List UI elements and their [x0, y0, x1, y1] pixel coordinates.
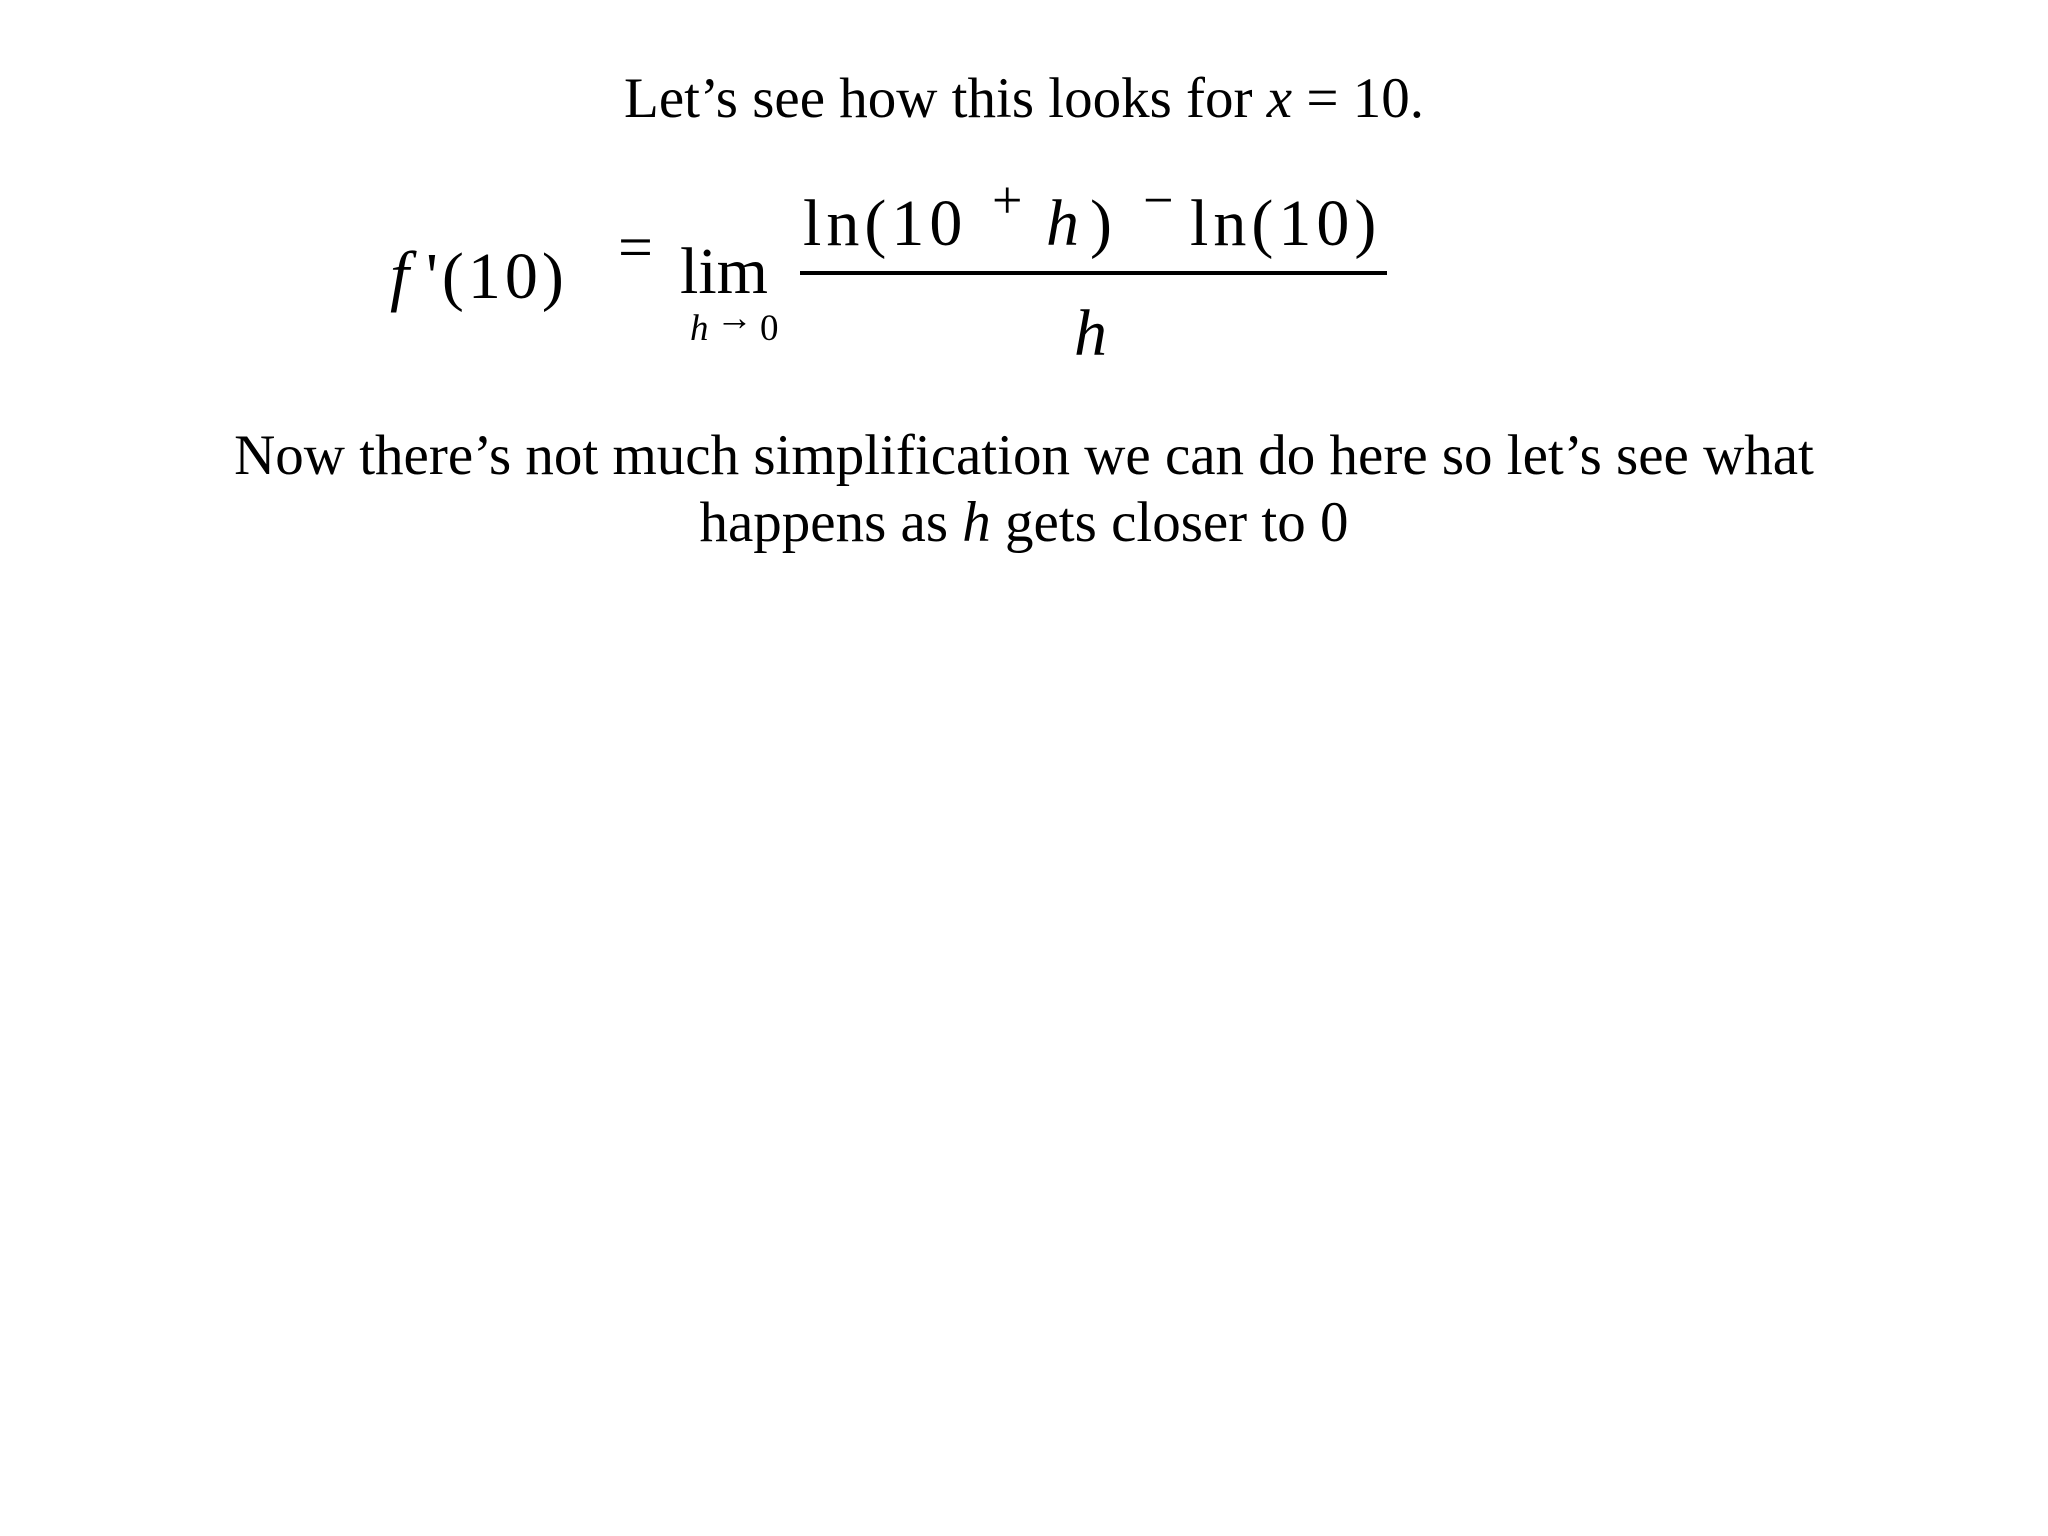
- derivative-formula: [0, 0, 2048, 420]
- explanation-variable: h: [962, 491, 991, 554]
- explanation-line-2-end: gets closer to 0: [990, 491, 1349, 554]
- formula-limit-arrow: →: [716, 298, 753, 339]
- formula-denominator: h: [1074, 297, 1107, 370]
- intro-text-end: = 10.: [1292, 67, 1424, 130]
- explanation-line-2-start: happens as: [699, 491, 963, 554]
- formula-numerator-h: h: [1046, 187, 1079, 260]
- formula-limit-word: lim: [680, 235, 769, 308]
- formula-limit-target: 0: [760, 308, 779, 349]
- intro-text-start: Let’s see how this looks for: [624, 67, 1267, 130]
- intro-variable: x: [1266, 67, 1293, 130]
- formula-numerator-minus: −: [1143, 170, 1174, 230]
- formula-function-name: f: [390, 237, 409, 313]
- formula-limit-variable: h: [690, 308, 709, 349]
- formula-equals-sign: =: [618, 214, 653, 282]
- formula-numerator-ln-ten: ln(10): [1190, 187, 1382, 260]
- formula-numerator-ln-open: ln(10: [803, 187, 968, 260]
- formula-numerator-plus: +: [992, 170, 1023, 230]
- formula-derivative-point: '(10): [426, 240, 568, 313]
- explanation-line-1: Now there’s not much simplification we can do here so let’s see what: [234, 424, 1814, 487]
- explanation-line-2: [0, 490, 2048, 556]
- formula-numerator-close: ): [1090, 187, 1112, 260]
